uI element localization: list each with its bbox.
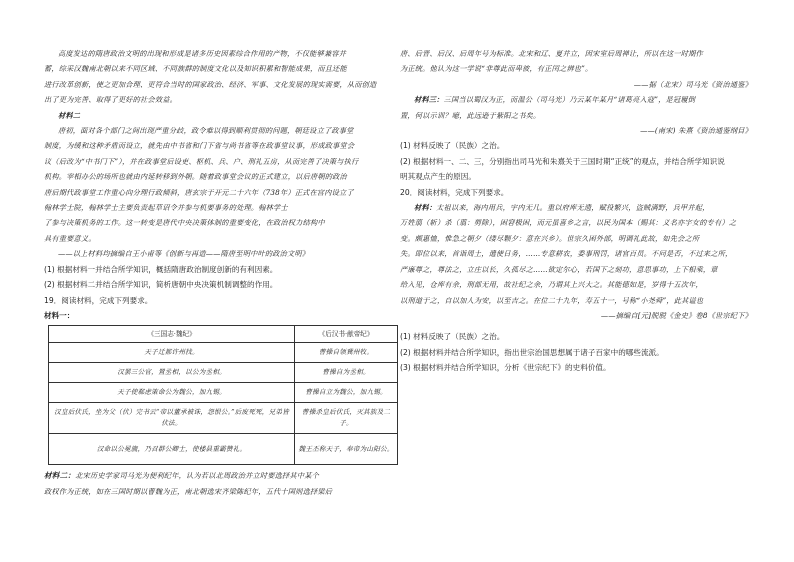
material-two-b-line: 政权作为正统，如在三国时期以曹魏为正，南北朝选宋齐梁陈纪年，五代十国则选择梁后 xyxy=(44,486,333,496)
table-header-cell: 《三国志·魏纪》 xyxy=(49,326,295,343)
material-two-b-label: 材料二： xyxy=(44,471,76,481)
question-19-1: (1) 材料反映了（民族）之治。 xyxy=(400,141,505,151)
material-two-line: 议（后改为“中书门下”），并在政事堂后设吏、枢机、兵、户、刑礼五房，从而完善了决策与执行 xyxy=(44,156,359,166)
intro-line: 高度发达的隋唐政治文明的出现和形成是诸多历史因素综合作用的产物，不仅能够兼容并 xyxy=(58,49,347,58)
material-line: 严廉尊之，尊法之，立庄以长，久孤尽之……欲定尔心，若国下之刻功，意思事功，上下相乘，章 xyxy=(400,264,718,274)
table-cell: 天子迁都许州找。 xyxy=(49,343,295,363)
table-row xyxy=(49,383,398,403)
left-column xyxy=(44,46,396,499)
material-three-line: 置，何以示训？噫，此远逊于紫阳之书矣。 xyxy=(400,110,541,120)
source-citation: ——以上材料均摘编自王小甫等《创新与再造——隋唐至明中叶的政治文明》 xyxy=(58,249,310,259)
question-20-2: (2) 根据材料并结合所学知识，指出世宗治国思想属于诸子百家中的哪些流派。 xyxy=(400,347,664,357)
table-cell: 曹操自立为魏公，加九锡。 xyxy=(295,383,398,403)
material-two-line: 机构。宰相办公的场所也就由内延转移到外朝。随着政事堂会议的正式建立，以后唐朝的政治 xyxy=(44,172,347,182)
material-line: 失。即位以来，首诣周土，遣使日务，……专意耕农，委事刑罚，诸官百员。不问是否，不过来之所， xyxy=(400,249,733,259)
material-three xyxy=(400,92,752,107)
table-cell: 曹操自领冀州牧。 xyxy=(295,343,398,363)
table-row xyxy=(49,434,398,465)
table-cell: 汉命以公冕旒，乃召群公卿士，使楼县重霸赞礼。 xyxy=(49,434,295,465)
table-header-cell: 《后汉书·献帝纪》 xyxy=(295,326,398,343)
question-1-2: (2) 根据材料二并结合所学知识，简析唐朝中央决策机制调整的作用。 xyxy=(44,280,278,290)
question-1-1: (1) 根据材料一并结合所学知识，概括隋唐政治制度创新的有利因素。 xyxy=(44,264,278,274)
right-column xyxy=(400,46,752,376)
material-two-line: 了参与决策机务的工作。这一转变是唐代中央决策体制的重要变化，在政治权力结构中 xyxy=(44,218,325,228)
material-three-label: 材料三： xyxy=(414,95,444,105)
question-20-title: 20．阅读材料，完成下列要求。 xyxy=(400,187,509,197)
table-cell: 曹操杀皇后伏氏，灭其族及二子。 xyxy=(295,403,398,434)
question-19-title: 19．阅读材料，完成下列要求。 xyxy=(44,295,153,305)
material-three-line: 三国当以蜀汉为正，而温公（司马光）乃云某年某月“诸葛亮入寇”，是冠履倒 xyxy=(443,95,696,105)
table-row xyxy=(49,403,398,434)
intro-line: 进行改革创新，使之更加合理、更符合当时的国家政治、经济、军事、文化发展的现实需要，从而创造 xyxy=(44,79,377,89)
material-two-label: 材料二 xyxy=(58,110,81,120)
material xyxy=(400,200,752,215)
material-two-line: 唐初，面对各个部门之间出现严重分歧，政令难以得到顺利贯彻的问题，朝廷设立了政事堂 xyxy=(58,126,354,136)
material-two-line: 具有重要意义。 xyxy=(44,233,96,243)
continued-line: 唐、后晋、后汉、后周年号为标准。北宋和辽、夏并立，因宋室后周禅让，所以在这一时期作 xyxy=(400,49,703,58)
material-label: 材料： xyxy=(414,203,437,213)
question-20-1: (1) 材料反映了（民族）之治。 xyxy=(400,332,505,342)
intro-line: 蓄，综采汉魏南北朝以来不同区域、不同族群的制度文化以及知识积累和智能成果，而且还能 xyxy=(44,64,347,74)
table-cell: 曹操自为丞相。 xyxy=(295,363,398,383)
source-citation: ——据（北宋）司马光《资治通鉴》 xyxy=(633,79,752,89)
source-citation: ——(南宋) 朱熹《资治通鉴纲目》 xyxy=(640,126,752,136)
source-citation: ——摘编自[元]脱脱《金史》卷8《世宗纪下》 xyxy=(600,310,752,320)
intro-line: 出了更为完善、取得了更好的社会效益。 xyxy=(44,95,177,105)
material-two-line: 唐后期代政事堂工作重心向分理行政倾斜，唐玄宗于开元二十六年（738年）正式在宫内设立了 xyxy=(44,187,354,197)
table-row xyxy=(49,363,398,383)
material-two-b xyxy=(44,468,396,483)
material-two-line: 翰林学士院，翰林学士主要负责起草诏令并参与机要事务的处理。翰林学士 xyxy=(44,203,288,213)
comparison-table xyxy=(48,325,398,465)
table-row xyxy=(49,343,398,363)
table-cell: 汉罢三公官，置丞相，以公为丞相。 xyxy=(49,363,295,383)
material-one-label: 材料一： xyxy=(44,310,75,320)
material-two-line: 制度，为缓和这种矛盾而设立，就先由中书省和门下省与尚书省等在政事堂议事，形成政事堂会 xyxy=(44,141,355,151)
material-line: 万姓翦（斩）杀（翦：剪除），困窘极困，而元虽喜乡之言，以民为国本（赐其：义名亦字女的专有）之 xyxy=(400,218,737,228)
material-line: 以刑道于之，自以加人为安，以至吉之。在位二十九年，寿五十一，号称“小尧舜”，此其谥也 xyxy=(400,295,704,305)
table-cell: 天子使郗虑策命公为魏公，加九锡。 xyxy=(49,383,295,403)
continued-line: 为正统。他认为这一学说“非尊此而卑彼，有正闰之辨也”。 xyxy=(400,64,593,74)
question-19-2: (2) 根据材料一、二、三，分别指出司马光和朱熹关于三国时期“正统”的观点，并结合所学知识说 xyxy=(400,156,725,166)
material-line: 太祖以来，海内用兵，宇内无几。重以府库无遗，赋役繁兴，盗贼满野，兵甲并起， xyxy=(436,203,710,213)
material-two-b-line: 北宋历史学家司马光为便利纪年，认为若以北周政治并立时要选择其中某个 xyxy=(75,471,319,481)
question-20-3: (3) 根据材料并结合所学知识，分析《世宗纪下》的史料价值。 xyxy=(400,363,611,373)
material-line: 变。颇惠恤，惟急之朝夕（缕尽颗夕：意在兴乡）。世宗久困外部，明调礼此故，如先会之所 xyxy=(400,233,700,243)
table-header-row xyxy=(49,326,398,343)
question-19-2-cont: 明其观点产生的原因。 xyxy=(400,172,476,182)
table-cell: 魏王丕称天子，奉帝为山阳公。 xyxy=(295,434,398,465)
material-line: 给入见，仓库有余，刑部无用，故社纪之余，乃谓其上兴大之。其能德如是，岁得十五次年， xyxy=(400,280,703,290)
table-cell: 汉皇后伏氏，坐为父（伏）完书云“帝以董承被诛，怨恨公。”后废死死，兄弟皆伏法。 xyxy=(49,403,295,434)
